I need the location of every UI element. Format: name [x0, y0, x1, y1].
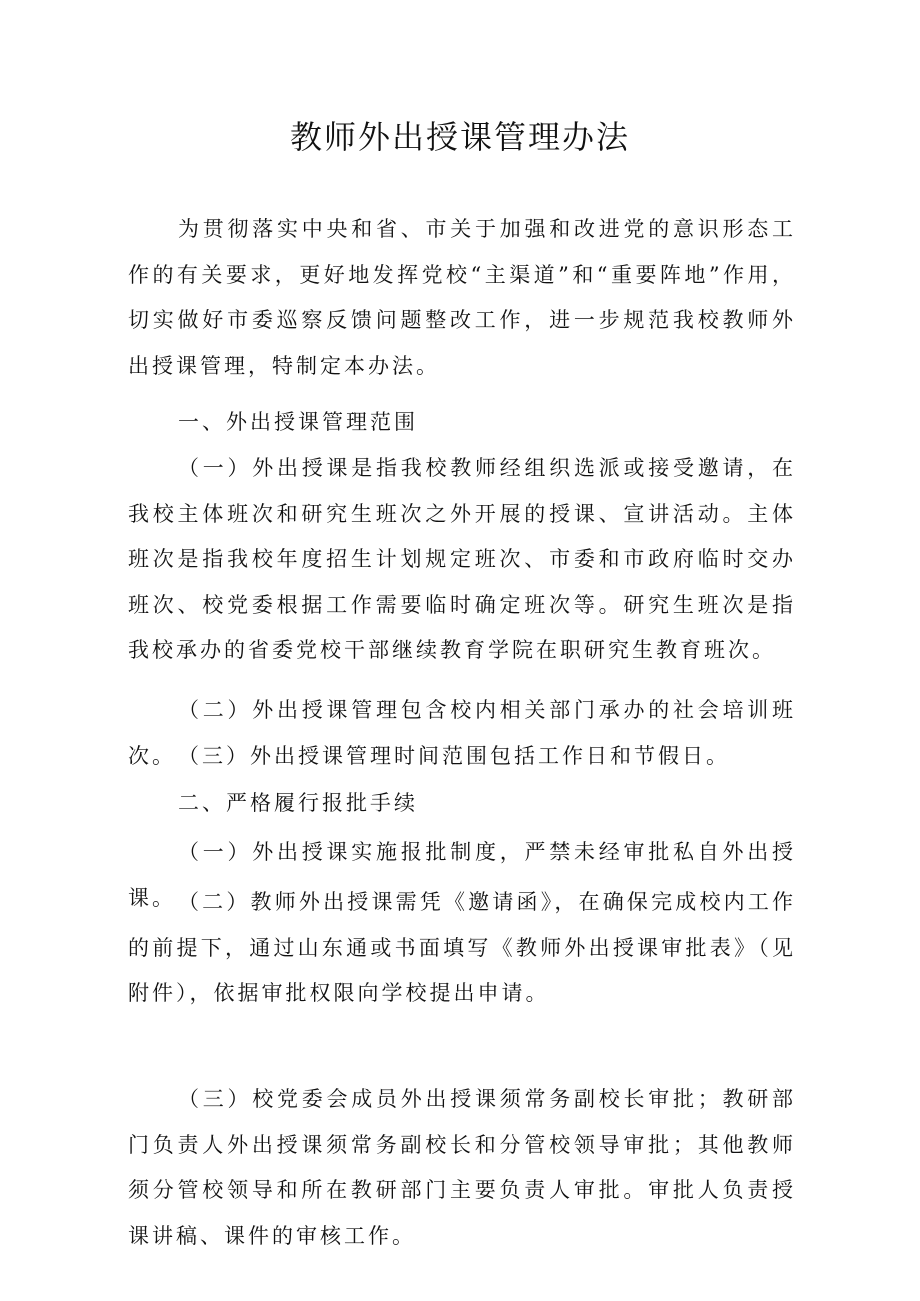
section-1-item-3: （三）外出授课管理时间范围包括工作日和节假日。	[178, 744, 730, 768]
section-2-item-2: （二）教师外出授课需凭《邀请函》，在确保完成校内工作的前提下，通过山东通或书面填写《教师外出授课审批表》（见附件），依据审批权限向学校提出申请。	[128, 890, 796, 1005]
document-title: 教师外出授课管理办法	[289, 118, 630, 156]
section-2-item-1: （一）外出授课实施报批制度，严禁未经审批私自外出授课。	[128, 840, 796, 910]
intro-paragraph: 为贯彻落实中央和省、市关于加强和改进党的意识形态工作的有关要求，更好地发挥党校“主渠道”和“重要阵地”作用，切实做好市委巡察反馈问题整改工作，进一步规范我校教师外出授课管理，特制定本办法。	[128, 217, 796, 378]
section-1-heading: 一、外出授课管理范围	[178, 410, 418, 434]
section-2-heading: 二、严格履行报批手续	[178, 791, 418, 815]
section-1-item-2: （二）外出授课管理包含校内相关部门承办的社会培训班次。	[128, 698, 796, 768]
section-1-item-1: （一）外出授课是指我校教师经组织选派或接受邀请，在我校主体班次和研究生班次之外开展的授课、宣讲活动。主体班次是指我校年度招生计划规定班次、市委和市政府临时交办班次、校党委根据工作需要临时确定班次等。研究生班次是指我校承办的省委党校干部继续教育学院在职研究生教育班次。	[128, 456, 796, 662]
section-2-item-3: （三）校党委会成员外出授课须常务副校长审批；教研部门负责人外出授课须常务副校长和分管校领导审批；其他教师须分管校领导和所在教研部门主要负责人审批。审批人负责授课讲稿、课件的审核工作。	[128, 1087, 796, 1248]
